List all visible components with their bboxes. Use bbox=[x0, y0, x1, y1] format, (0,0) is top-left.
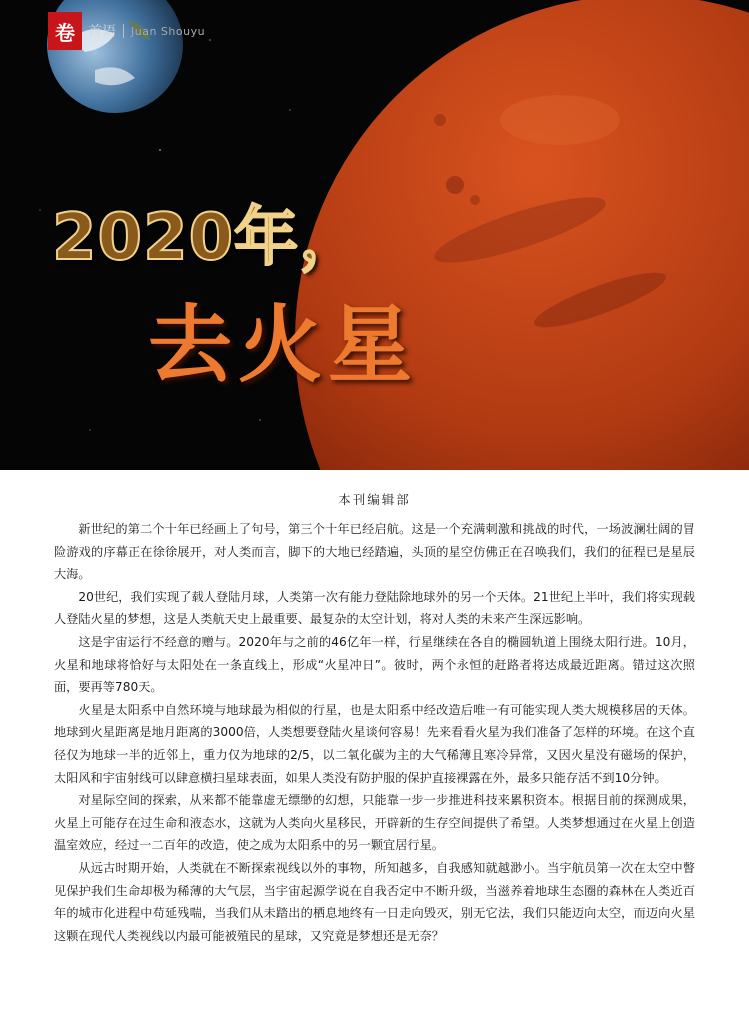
paragraph: 对星际空间的探索，从来都不能靠虚无缥缈的幻想，只能靠一步一步推进科技来累积资本。根据目前的探测成果，火星上可能存在过生命和液态水，这就为人类向火星移民，开辟新的生存空间提供了希望。人类梦想通过在火星上创造温室效应，经过一二百年的改造，使之成为太阳系中的另一颗宜居行星。 bbox=[54, 793, 695, 853]
headline-line1: 2020年， bbox=[52, 201, 365, 275]
column-pinyin: Juan Shouyu bbox=[131, 24, 206, 38]
author-byline: 本刊编辑部 bbox=[338, 492, 411, 507]
paragraph: 火星是太阳系中自然环境与地球最为相似的行星，也是太阳系中经改造后唯一有可能实现人类大规模移居的天体。地球到火星距离是地月距离的3000倍，人类想要登陆火星谈何容易！先来看看火星为我们准备了怎样的环境。在这个直径仅为地球一半的近邻上，重力仅为地球的2/5，以二氧化碳为主的大气稀薄且寒冷异常，又因火星没有磁场的保护，太阳风和宇宙射线可以肆意横扫星球表面，如果人类没有防护服的保护直接裸露在外，最多只能存活不到10分钟。 bbox=[54, 702, 695, 785]
column-name: 首语 bbox=[88, 24, 116, 40]
paragraph: 新世纪的第二个十年已经画上了句号，第三个十年已经启航。这是一个充满刺激和挑战的时代，一场波澜壮阔的冒险游戏的序幕正在徐徐展开，对人类而言，脚下的大地已经踏遍，头顶的星空仿佛正在召唤我们，我们的征程已是星辰大海。 bbox=[54, 522, 695, 582]
article-body bbox=[54, 518, 695, 947]
paragraph: 20世纪，我们实现了载人登陆月球，人类第一次有能力登陆除地球外的另一个天体。21世纪上半叶，我们将实现载人登陆火星的梦想，这是人类航天史上最重要、最复杂的太空计划，将对人类的未来产生深远影响。 bbox=[54, 589, 695, 627]
hero-banner bbox=[0, 0, 749, 470]
column-header bbox=[48, 12, 205, 50]
column-badge: 卷 bbox=[48, 12, 82, 50]
paragraph: 从远古时期开始，人类就在不断探索视线以外的事物，所知越多，自我感知就越渺小。当宇航员第一次在太空中瞥见保护我们生命却极为稀薄的大气层，当宇宙起源学说在自我否定中不断升级，当滋养着地球生态圈的森林在人类近百年的城市化进程中苟延残喘，当我们从未踏出的栖息地终有一日走向毁灭，别无它法，我们只能迈向太空，而迈向火星这颗在现代人类视线以内最可能被殖民的星球，又究竟是梦想还是无奈？ bbox=[54, 860, 695, 943]
paragraph: 这是宇宙运行不经意的赠与。2020年与之前的46亿年一样，行星继续在各自的椭圆轨道上围绕太阳行进。10月，火星和地球将恰好与太阳处在一条直线上，形成“火星冲日”。彼时，两个永恒的赶路者将达成最近距离。错过这次照面，要再等780天。 bbox=[54, 634, 695, 695]
column-divider bbox=[123, 24, 124, 38]
headline-line2: 去火星 bbox=[148, 296, 419, 394]
